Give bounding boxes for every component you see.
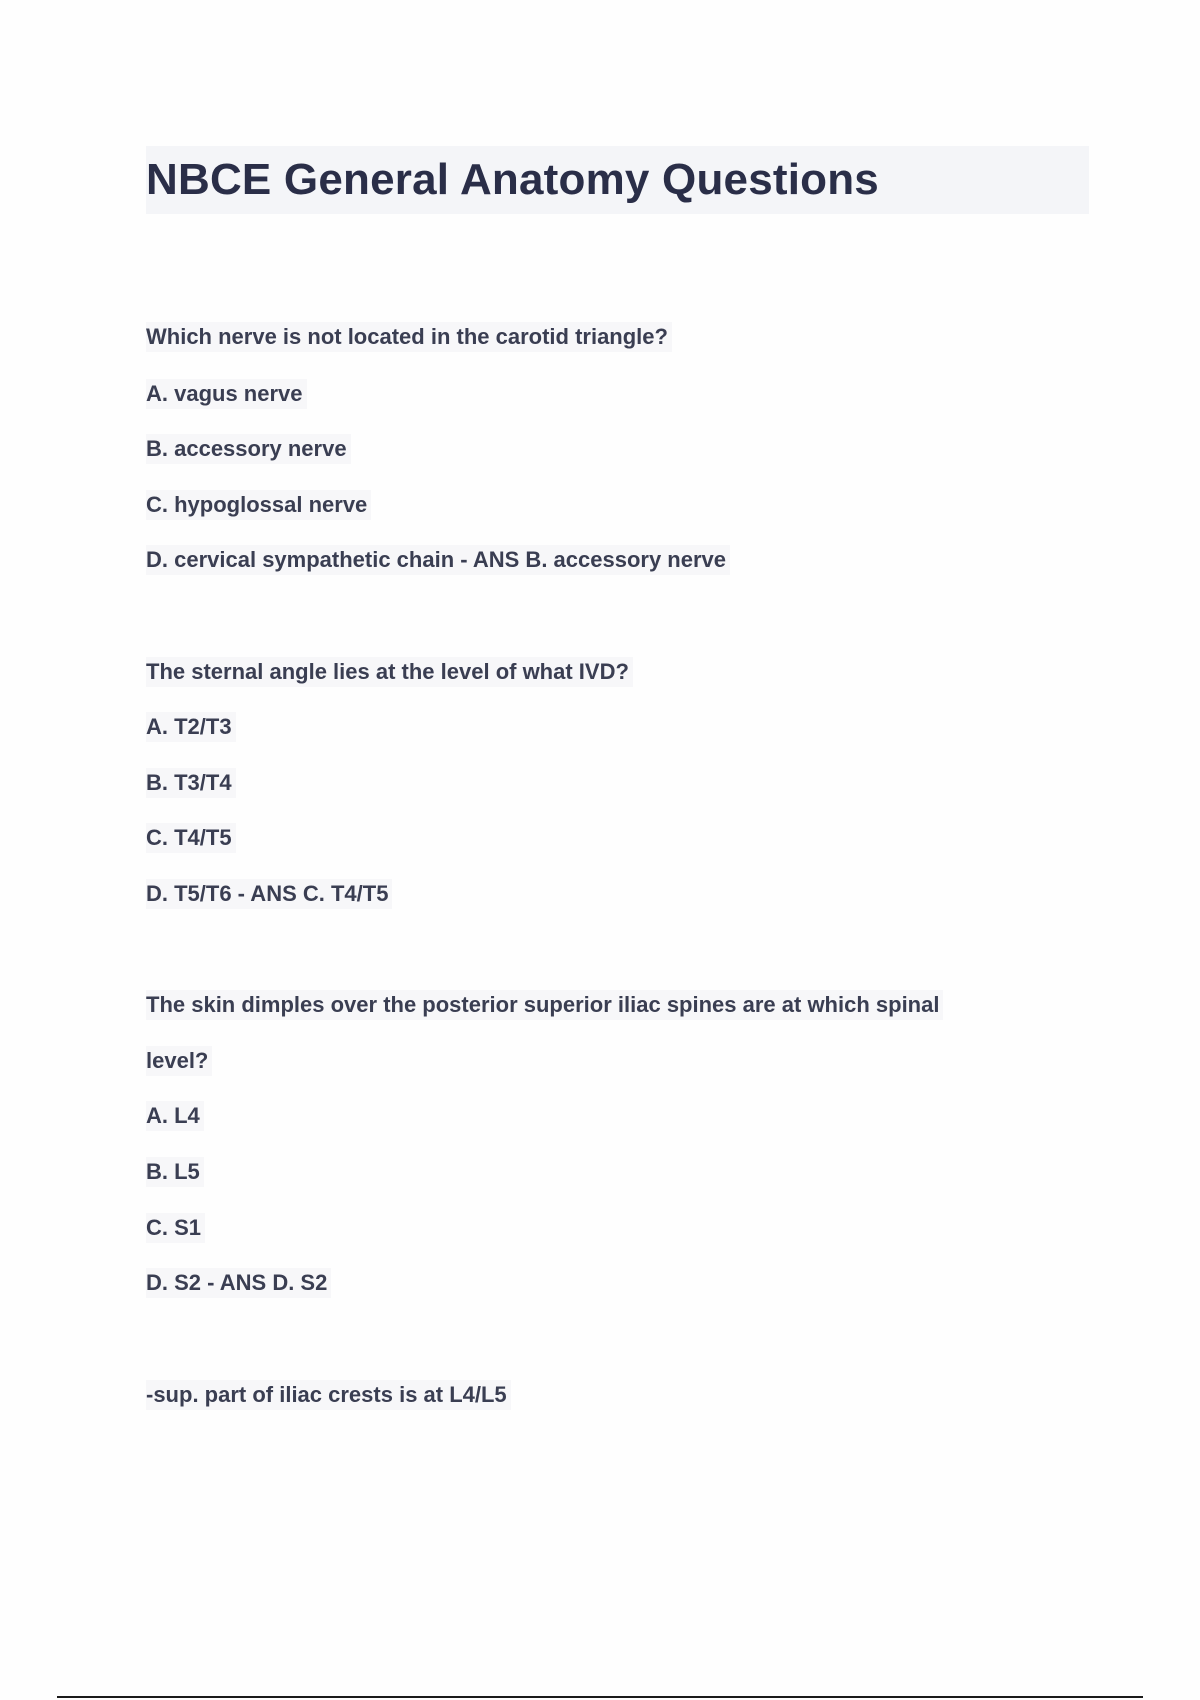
footer-rule — [57, 1696, 1143, 1698]
question-2-option-a: A. T2/T3 — [146, 712, 236, 742]
question-1-option-b: B. accessory nerve — [146, 434, 351, 464]
question-1-option-c: C. hypoglossal nerve — [146, 490, 371, 520]
question-3-option-c: C. S1 — [146, 1213, 205, 1243]
question-3-option-b: B. L5 — [146, 1157, 204, 1187]
question-3-stem-line-1: The skin dimples over the posterior superior iliac spines are at which spinal — [146, 990, 943, 1020]
question-3-option-a: A. L4 — [146, 1101, 204, 1131]
question-1-option-d-answer: D. cervical sympathetic chain - ANS B. accessory nerve — [146, 545, 730, 575]
question-2-option-c: C. T4/T5 — [146, 823, 236, 853]
document-title: NBCE General Anatomy Questions — [146, 155, 879, 204]
question-1-stem: Which nerve is not located in the carotid triangle? — [146, 322, 672, 352]
question-3-option-d-answer: D. S2 - ANS D. S2 — [146, 1268, 331, 1298]
question-2-stem: The sternal angle lies at the level of what IVD? — [146, 657, 633, 687]
question-3-note: -sup. part of iliac crests is at L4/L5 — [146, 1380, 511, 1410]
question-3-stem-line-2: level? — [146, 1046, 212, 1076]
question-2-option-b: B. T3/T4 — [146, 768, 236, 798]
question-2-option-d-answer: D. T5/T6 - ANS C. T4/T5 — [146, 879, 392, 909]
question-1-option-a: A. vagus nerve — [146, 379, 307, 409]
